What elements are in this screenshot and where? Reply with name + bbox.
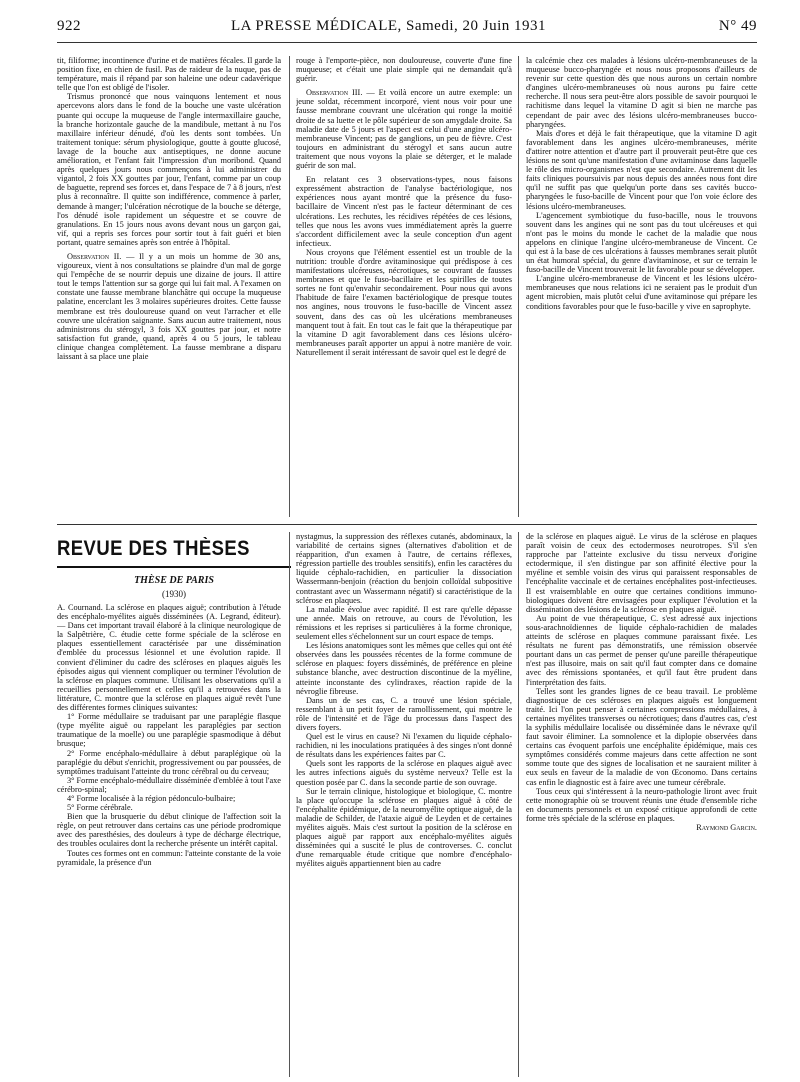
- paragraph-text: 1° Forme médullaire se traduisant par une paraplégie flasque (type myélite aiguë ou rappelant les paraplégies par section traumatique de la moelle) ou une paraplégie spasmodique à début brusque;: [57, 712, 281, 749]
- paragraph-text: Les lésions anatomiques sont les mêmes que celles qui ont été observées dans les poussées récentes de la forme commune de sclérose en plaques: foyers disséminés, de préférence en pleine substance blanche, avec destruction discontinue de la myéline, atteinte inconstante des cylindraxes, réaction rapide de la névroglie fibreuse.: [296, 641, 512, 696]
- paragraph: [526, 787, 757, 823]
- paragraph-text: En relatant ces 3 observations-types, nous faisons expressément abstraction de l'analyse bactériologique, nos expériences nous ayant montré que la présence du fuso-bacillaire de Vincent n'est pas le facteur déterminant de ces ulcérations. Les rechutes, les récidives répétées de ces lésions, telles que nous les avons vues immédiatement après la guerre s'accordent difficilement avec la seule conception d'un agent infectieux.: [296, 175, 512, 248]
- paragraph-text: L'angine ulcéro-membraneuse de Vincent et les lésions ulcéro-membraneuses que nous relations ici ne seraient pas le produit d'un agent microbien, mais plutôt celui d'une avitaminose qui prépare les conditions favorables pour que le fuso-bacille y vive en saprophyte.: [526, 274, 757, 311]
- paragraph: [296, 248, 512, 357]
- observation-label: Observation III.: [306, 88, 363, 98]
- paragraph: [526, 274, 757, 310]
- paragraph-text: 4° Forme localisée à la région pédonculo-bulbaire;: [67, 793, 236, 803]
- paragraph: [57, 812, 281, 848]
- paragraph: [57, 849, 281, 867]
- paragraph-text: nystagmus, la suppression des réflexes cutanés, abdominaux, la variabilité de certains signes (alternatives d'abolition et de réapparition, d'un examen à l'autre, de certains réflexes, régression partielle des troubles sensitifs), enfin les caractères du liquide céphalo-rachidien, en particulier la dissociation Wassermann-benjoin (réaction du benjoin colloïdal subpositive contrastant avec un Wassermann négatif) si caractéristique de la sclérose en plaques.: [296, 532, 512, 605]
- paragraph-text: rouge à l'emporte-pièce, non douloureuse, couverte d'une fine muqueuse; et c'était une plaie simple qui ne demandait qu'à guérir.: [296, 56, 512, 84]
- revue-column-1: [57, 603, 281, 1077]
- paragraph-text: — Et voilà encore un autre exemple: un jeune soldat, récemment incorporé, vient nous voir pour une fausse membrane couvrant une ulcération qui ronge la moitié droite de sa luette et le pôle supérieur de son amygdale droite. Sa maladie date de 5 jours et l'aspect est celui d'une angine ulcéro-membraneuse Vincent; pas de ganglions, un peu de fièvre. C'est toujours en administrant du stérogyl et sans aucun autre traitement que nous voyons la plaie se déterger, et le malade guérir de son mal.: [296, 88, 512, 171]
- paragraph: [296, 759, 512, 786]
- paragraph: [296, 605, 512, 641]
- paragraph: [296, 532, 512, 605]
- column-divider: [289, 532, 290, 1077]
- paragraph: [526, 614, 757, 687]
- paragraph-text: Quels sont les rapports de la sclérose en plaques aiguë avec les autres infections aiguës du système nerveux? Telle est la question posée par C. dans la seconde partie de son ouvrage.: [296, 759, 512, 787]
- paragraph-text: Toutes ces formes ont en commun: l'atteinte constante de la voie pyramidale, la présence d'un: [57, 848, 281, 867]
- paragraph-text: 3° Forme encéphalo-médullaire disséminée d'emblée à tout l'axe cérébro-spinal;: [57, 775, 281, 794]
- observation-label: Observation II.: [67, 251, 122, 261]
- heading-rule: [57, 566, 291, 568]
- paragraph-text: Mais d'ores et déjà le fait thérapeutique, que la vitamine D agit favorablement dans les angines ulcéro-membraneuses, mérite d'attirer notre attention et d'autre part il prouverait peut-être que ces lésions ne sont qu'une manifestation d'une avitaminose dans laquelle le rôle des micro-organismes n'est que secondaire. Autrement dit les faits cliniques poursuivis par nous depuis des années nous font dire qu'il ne suffit pas que quelqu'un porte dans ses cavités bucco-pharyngées le fuso-bacille de Vincent pour que l'on voie éclore des lésions ulcéro-membraneuses.: [526, 128, 757, 211]
- paragraph: [526, 56, 757, 129]
- paragraph-text: La maladie évolue avec rapidité. Il est rare qu'elle dépasse une année. Mais on retrouve, au cours de l'évolution, les rémissions et les reprises si particulières à la forme chronique, seulement elles s'échelonnent sur un court espace de temps.: [296, 604, 512, 642]
- issue-number: N° 49: [718, 18, 757, 34]
- paragraph: [526, 211, 757, 275]
- header-rule: [57, 42, 757, 43]
- paragraph: [296, 88, 512, 170]
- page-number: 922: [57, 18, 81, 34]
- paragraph-text: L'agencement symbiotique du fuso-bacille, nous le trouvons souvent dans les angines qui ne sont pas du tout ulcéreuses et qui n'ont pas le moins du monde le cachet de la maladie que nous appelons en clinique l'angine ulcéro-membraneuse de Vincent. Ce qui est à la base de ces ulcérations à fausses membranes serait plutôt un état humoral spécial, du genre d'avitaminose, et sur ce terrain le fuso-bacille de Vincent trouverait le lit favorable pour se développer.: [526, 210, 757, 275]
- top-column-3: [526, 56, 757, 518]
- paragraph: [57, 776, 281, 794]
- paragraph: [57, 749, 281, 776]
- section-rule: [57, 524, 757, 525]
- paragraph: [57, 794, 281, 803]
- page-header: [57, 10, 757, 40]
- top-column-2: [296, 56, 512, 518]
- journal-title: LA PRESSE MÉDICALE, Samedi, 20 Juin 1931: [231, 18, 547, 34]
- paragraph: [57, 56, 281, 92]
- column-divider: [518, 56, 519, 517]
- paragraph: [526, 687, 757, 787]
- paragraph: [296, 732, 512, 759]
- paragraph-text: 2° Forme encéphalo-médullaire à début paraplégique où la paraplégie du début s'enrichit, progressivement ou par poussées, de symptômes traduisant l'atteinte du tronc cérébral ou du cerveau;: [57, 748, 281, 776]
- top-column-1: [57, 56, 281, 518]
- paragraph-text: Trismus prononcé que nous vainquons lentement et nous apercevons alors dans le fond de la bouche une vaste ulcération puante qui occupe la muqueuse de l'angle intermaxillaire gauche, la branche horizontale gauche de la mandibule, mettant à nu l'os maxillaire inférieur dénudé, d'où les dents sont tombées. Un traitement tonique: sérum physiologique, goutte à goutte glucosé, lavage de la bouche aux antiseptiques, ne donne aucune amélioration, et l'enfant fait l'impression d'un moribond. Quand après quelques jours nous commençons à lui administrer du vigantol, 2 fois XX gouttes par jour, l'enfant, comme par un coup de baguette, reprend ses forces et, dans l'espace de 7 à 8 jours, n'est plus à reconnaître. Il quitte son indifférence, commence à parler, demande à manger; l'ulcération nécrotique de la bouche se déterge, l'os dénudé isole rapidement un séquestre et se couvre de granulations. En 15 jours nous avons devant nous un garçon gai, vif, qui a repris ses forces pour sortir tout à fait guéri et bien portant, quatre semaines après son entrée à l'hôpital.: [57, 92, 281, 247]
- paragraph-text: Sur le terrain clinique, histologique et biologique, C. montre la place qu'occupe la sclérose en plaques aiguë à côté de l'encéphalite épidémique, de la neuromyélite optique aiguë, de la maladie de Schilder, de l'ataxie aiguë de Leyden et de certaines myélites aiguës. Mais c'est surtout la position de la sclérose en plaques aiguë par rapport aux encéphalo-myélites aiguës disséminées qui a suscité le plus de controverses. C. conclut d'une remarquable étude critique que nombre d'encéphalo-myélites aiguës appartiennent bien au cadre: [296, 786, 512, 869]
- paragraph: [296, 641, 512, 696]
- paragraph: [526, 532, 757, 614]
- paragraph: [526, 129, 757, 211]
- paragraph-text: A. Cournand. La sclérose en plaques aiguë; contribution à l'étude des encéphalo-myélites aiguës disséminées (A. Legrand, éditeur). — Dans cet important travail élaboré à la clinique neurologique de la Salpêtrière, C. étudie cette forme spéciale de la sclérose en plaques essentiellement caractérisée par une dissémination d'emblée du processus lésionnel et une évolution rapide. Il convient d'éliminer du cadre des scléroses en plaques aiguës les épisodes aigus qui viennent compliquer ou terminer l'évolution de la sclérose en plaques commune. Utilisant les observations qu'il a recueillies personnellement et celles qu'il a retrouvées dans la littérature, C. montre que la sclérose en plaques aiguë revêt l'une des différentes formes cliniques suivantes:: [57, 603, 281, 713]
- paragraph: [296, 787, 512, 869]
- paragraph: [57, 92, 281, 247]
- paragraph: [57, 252, 281, 361]
- paragraph-text: tit, filiforme; incontinence d'urine et de matières fécales. Il garde la position fixe, en chien de fusil. Pas de raideur de la nuque, pas de température, mais il répand par son haleine une odeur cadavérique telle que l'on est obligé de l'isoler.: [57, 56, 281, 93]
- paragraph: [296, 56, 512, 83]
- paragraph-text: 5° Forme cérébrale.: [67, 803, 133, 813]
- paragraph: [57, 803, 281, 812]
- paragraph-text: la calcémie chez ces malades à lésions ulcéro-membraneuses de la muqueuse bucco-pharyngée et nous nous proposons d'ailleurs de revenir sur cette question dès que nous aurons un certain nombre d'angines ulcéro-membraneuses où nous aurons pu faire cette recherche. Il nous sera peut-être alors possible de savoir pourquoi le rachitisme dans lequel la vitamine D agit si bien ne marche pas cependant de pair avec des lésions ulcéro-membraneuses bucco-pharyngées.: [526, 56, 757, 129]
- column-divider: [289, 56, 290, 517]
- paragraph-text: Telles sont les grandes lignes de ce beau travail. Le problème diagnostique de ces scléroses en plaques aiguës est longuement traité. Ici l'on peut penser à certaines compressions médullaires, à certaines myélites transverses ou nécrotiques; dans d'autres cas, c'est la syphilis médullaire localisée ou disséminée dans le névraxe qu'il faut savoir éliminer. La somnolence et la diplopie observées dans certains cas évoquent parfois une encéphalite épidémique, mais ces symptômes considérés comme majeurs dans cette affection ne sont somme toute que des signes de localisation et ne sauraient militer à eux seuls en faveur de la maladie de von Œconomo. Dans certains cas enfin le diagnostic est à faire avec une tumeur cérébrale.: [526, 686, 757, 787]
- paragraph-text: — Il y a un mois un homme de 30 ans, vigoureux, vient à nos consultations se plaindre d'un mal de gorge qui l'empêche de se nourrir depuis une dizaine de jours. Il attire tout le temps l'attention sur sa gorge qui lui fait mal. A l'examen on constate une fausse membrane blanchâtre qui occupe la muqueuse palatine, encerclant les 3 molaires supérieures droites. Cette fausse membrane est très douloureuse quand on veut l'arracher et elle couvre une ulcération saignante. Sans aucun autre traitement, nous administrons du stérogyl, 3 fois XX gouttes par jour, et notre satisfaction fut grande, quand, après 4 ou 5 jours, le tableau clinique changea complètement. La fausse membrane a disparu laissant à sa place une plaie: [57, 251, 281, 361]
- paragraph-text: Quel est le virus en cause? Ni l'examen du liquide céphalo-rachidien, ni les inoculations pratiquées à des singes n'ont donné de résultats dans les expériences faites par C.: [296, 732, 512, 760]
- paragraph-text: Au point de vue thérapeutique, C. s'est adressé aux injections sous-arachnoïdiennes de liquide céphalo-rachidien de malades atteints de sclérose en plaques commune paraissant fixée. Les résultats ne furent pas démonstratifs, une rémission observée pourtant dans un cas permet de penser qu'une pareille thérapeutique n'est pas illusoire, mais on sait qu'il faut compter dans ce domaine avec des rémissions spontanées, et qu'il faut être prudent dans l'interprétation des faits.: [526, 613, 757, 687]
- revue-column-2: [296, 532, 512, 1077]
- column-divider: [518, 532, 519, 1077]
- paragraph: [57, 712, 281, 748]
- revue-des-theses-heading: REVUE DES THÈSES: [57, 537, 250, 560]
- paragraph: [57, 603, 281, 712]
- paragraph-text: Nous croyons que l'élément essentiel est un trouble de la nutrition: trouble d'ordre avitaminosique qui prédispose à ces manifestations ulcéreuses, nécrotiques, se couvrant de fausses membranes et que le fuso-bacillaire et les spirilles de toutes sortes ne font qu'envahir secondairement. Pour nous qui avons l'habitude de faire l'examen bactériologique de presque toutes nos angines, nous trouvons le fuso-bacille de Vincent assez souvent, dans des cas où les ulcérations membraneuses manquent tout à fait. En tout cas le fait que la thérapeutique par la vitamine D agit favorablement dans ces lésions ulcéro-membraneuses paraît apporter un appui à notre manière de voir. Naturellement il serait intéressant de savoir quel est le degré de: [296, 247, 512, 357]
- revue-column-3: [526, 532, 757, 1077]
- thesis-heading: THÈSE DE PARIS: [134, 575, 214, 586]
- paragraph-text: de la sclérose en plaques aiguë. Le virus de la sclérose en plaques paraît voisin de ceux des ectodermoses neurotropes. S'il s'en rapproche par l'atteinte exclusive du tissu nerveux d'origine ectodermique, il s'en distingue par son affinité élective pour la myéline et semble voisin des virus qui paraissent responsables de l'encéphalite vaccinale et de certaines encéphalites post-infectieuses. Il est vraisemblable en outre que certaines conditions immuno-biologiques doivent être envisagées pour expliquer l'évolution et la dissémination des lésions de la sclérose en plaques aiguë.: [526, 532, 757, 614]
- paragraph-text: Tous ceux qui s'intéressent à la neuro-pathologie liront avec fruit cette monographie où se trouvent réunis une étude d'ensemble riche en documents personnels et un exposé critique approfondi de cette forme très spéciale de la sclérose en plaques.: [526, 786, 757, 823]
- thesis-year: (1930): [162, 589, 186, 599]
- review-signature: Raymond Garcin.: [696, 823, 757, 832]
- paragraph: [296, 175, 512, 248]
- paragraph: [296, 696, 512, 732]
- paragraph-text: Dans un de ses cas, C. a trouvé une lésion spéciale, ressemblant à un petit foyer de ramollissement, qui montre le rôle de l'intensité et de l'âge du processus dans l'aspect des divers foyers.: [296, 695, 512, 732]
- paragraph-text: Bien que la brusquerie du début clinique de l'affection soit la règle, on peut retrouver dans certains cas une période prodromique avec des paresthésies, des douleurs à type de décharge électrique, des troubles oculaires dont la recherche présente un intérêt capital.: [57, 812, 281, 849]
